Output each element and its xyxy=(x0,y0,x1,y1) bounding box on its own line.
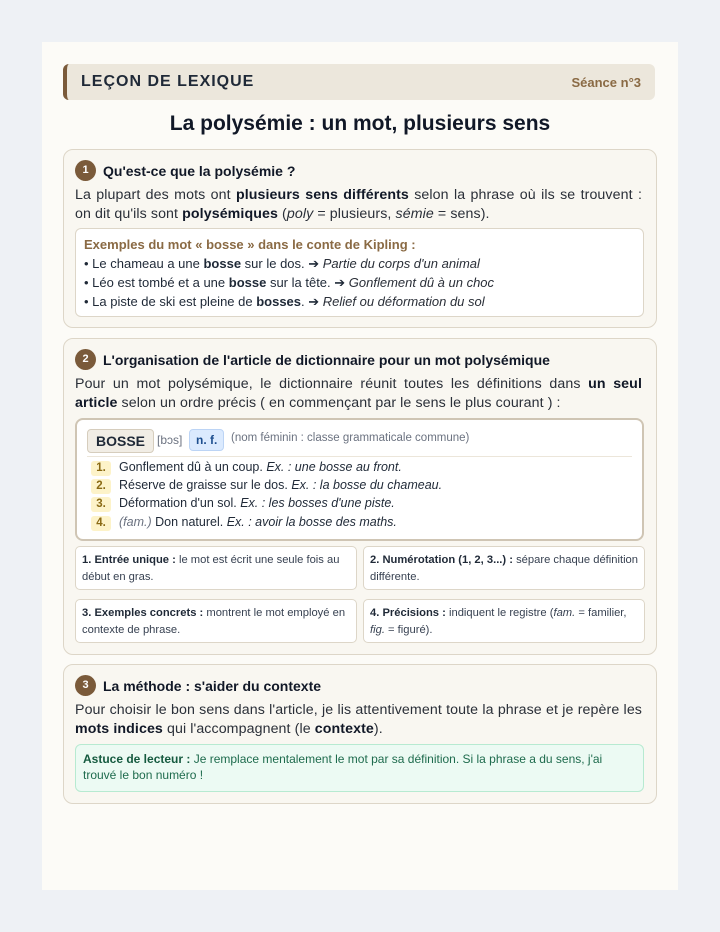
section-3-card xyxy=(63,664,657,804)
example-line: • La piste de ski est pleine de bosses. ➔ Relief ou déformation du sol xyxy=(84,294,485,309)
example-line: • Léo est tombé et a une bosse sur la tête. ➔ Gonflement dû à un choc xyxy=(84,275,495,290)
entry-word: BOSSE xyxy=(87,429,154,453)
entry-phonetic: [bɔs] xyxy=(157,433,183,447)
grammar-note: (nom féminin : classe grammaticale commune) xyxy=(231,432,470,444)
section-number-badge: 3 xyxy=(75,675,96,696)
section-3-paragraph: Pour choisir le bon sens dans l'article, je lis attentivement toute la phrase et je repère les mots indices qui l'accompagnent (le contexte). xyxy=(75,702,642,737)
section-2-paragraph: Pour un mot polysémique, le dictionnaire réunit toutes les définitions dans un seul article selon un ordre précis ( en commençant par le sens le plus courant ) : xyxy=(75,376,642,411)
section-2-card xyxy=(63,338,657,655)
examples-title: Exemples du mot « bosse » dans le conte de Kipling : xyxy=(84,237,416,252)
note-numbering: 2. Numérotation (1, 2, 3...) : sépare chaque définition différente. xyxy=(363,546,645,590)
grammar-badge: n. f. xyxy=(189,429,224,451)
definition-item: 1. Gonflement dû à un coup. Ex. : une bosse au front. xyxy=(91,460,402,476)
section-1-card xyxy=(63,149,657,328)
entry-divider xyxy=(87,456,632,457)
section-2-title: L'organisation de l'article de dictionnaire pour un mot polysémique xyxy=(103,352,550,368)
definition-item: 3. Déformation d'un sol. Ex. : les bosses d'une piste. xyxy=(91,496,395,512)
reader-tip-box: Astuce de lecteur : Je remplace mentalement le mot par sa définition. Si la phrase a du sens, j'ai trouvé le bon numéro ! xyxy=(75,744,644,792)
note-entry-unique: 1. Entrée unique : le mot est écrit une seule fois au début en gras. xyxy=(75,546,357,590)
section-1-paragraph: La plupart des mots ont plusieurs sens différents selon la phrase où ils se trouvent : on dit qu'ils sont polysémiques (poly = plusieurs, sémie = sens). xyxy=(75,187,642,222)
note-examples: 3. Exemples concrets : montrent le mot employé en contexte de phrase. xyxy=(75,599,357,643)
section-number-badge: 2 xyxy=(75,349,96,370)
page-title: La polysémie : un mot, plusieurs sens xyxy=(169,112,551,135)
examples-box xyxy=(75,228,644,317)
dictionary-entry xyxy=(75,418,644,541)
note-precisions: 4. Précisions : indiquent le registre (fam. = familier, fig. = figuré). xyxy=(363,599,645,643)
worksheet-page xyxy=(42,42,678,890)
section-1-title: Qu'est-ce que la polysémie ? xyxy=(103,163,296,179)
session-number: Séance n°3 xyxy=(571,75,641,90)
example-line: • Le chameau a une bosse sur le dos. ➔ Partie du corps d'un animal xyxy=(84,256,480,271)
definition-item: 4. (fam.) Don naturel. Ex. : avoir la bosse des maths. xyxy=(91,515,397,531)
lesson-header xyxy=(63,64,655,100)
section-number-badge: 1 xyxy=(75,160,96,181)
lesson-label: LEÇON DE LEXIQUE xyxy=(81,73,255,90)
section-3-title: La méthode : s'aider du contexte xyxy=(103,678,322,694)
definition-item: 2. Réserve de graisse sur le dos. Ex. : la bosse du chameau. xyxy=(91,478,442,494)
